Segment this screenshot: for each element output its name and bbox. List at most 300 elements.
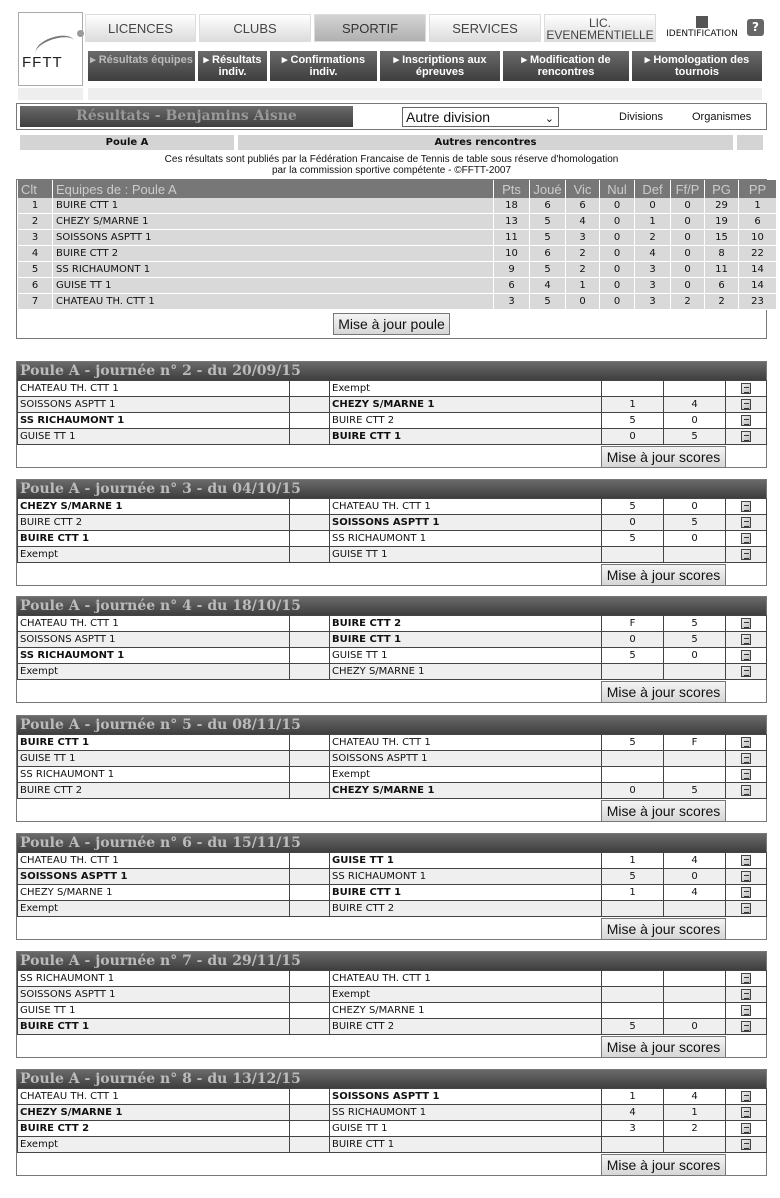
match-sheet-link[interactable] (726, 1019, 767, 1035)
standings-cell: 1 (566, 278, 599, 294)
away-score: 0 (664, 1019, 726, 1035)
away-score: 0 (664, 413, 726, 429)
divider-strip (18, 88, 83, 100)
standings-cell: 0 (600, 278, 634, 294)
away-score (664, 971, 726, 987)
match-row (18, 547, 767, 563)
away-team: SOISSONS ASPTT 1 (330, 1089, 602, 1105)
home-score: 5 (602, 531, 664, 547)
home-team: BUIRE CTT 2 (18, 515, 290, 531)
standings-cell: 3 (635, 262, 670, 278)
standings-cell: 2 (566, 246, 599, 262)
standings-cell: 10 (494, 246, 529, 262)
round-table (17, 852, 767, 917)
away-score (664, 901, 726, 917)
update-scores-button[interactable]: Mise à jour scores (601, 564, 726, 586)
match-row (18, 1089, 767, 1105)
match-row (18, 971, 767, 987)
match-sheet-link[interactable] (726, 413, 767, 429)
spacer-cell (290, 648, 330, 664)
away-score: 2 (664, 1121, 726, 1137)
match-row (18, 648, 767, 664)
away-team: SS RICHAUMONT 1 (330, 869, 602, 885)
update-scores-button[interactable]: Mise à jour scores (601, 800, 726, 822)
standings-table (17, 180, 777, 310)
spacer-cell (290, 664, 330, 680)
col-header: PG (705, 180, 738, 198)
home-score: 4 (602, 1105, 664, 1121)
subtab-label: Confirmations indiv. (290, 54, 366, 78)
spacer-cell (290, 735, 330, 751)
match-row (18, 853, 767, 869)
col-header: Clt (18, 180, 52, 198)
standings-cell: 4 (635, 246, 670, 262)
home-team: SOISSONS ASPTT 1 (18, 632, 290, 648)
page-title: Résultats - Benjamins Aisne (20, 106, 353, 127)
match-row (18, 767, 767, 783)
home-team: SS RICHAUMONT 1 (18, 767, 290, 783)
away-team: Exempt (330, 987, 602, 1003)
match-sheet-icon (741, 533, 751, 544)
away-score: 4 (664, 853, 726, 869)
match-row (18, 515, 767, 531)
away-team: SOISSONS ASPTT 1 (330, 515, 602, 531)
update-scores-button[interactable]: Mise à jour scores (601, 918, 726, 940)
round-footer (17, 1153, 766, 1175)
home-team: SS RICHAUMONT 1 (18, 648, 290, 664)
standings-cell: 0 (566, 294, 599, 310)
match-row (18, 429, 767, 445)
round-title: Poule A - journée n° 7 - du 29/11/15 (17, 952, 766, 970)
standings-cell: 0 (635, 198, 670, 214)
standings-cell: 4 (18, 246, 52, 262)
home-team: Exempt (18, 547, 290, 563)
standings-cell: 7 (18, 294, 52, 310)
standings-cell: 10 (739, 230, 776, 246)
user-icon (696, 16, 708, 28)
away-team: BUIRE CTT 1 (330, 429, 602, 445)
match-row (18, 1121, 767, 1137)
match-sheet-icon (741, 634, 751, 645)
standings-cell: 4 (566, 214, 599, 230)
spacer-cell (290, 381, 330, 397)
match-sheet-icon (741, 415, 751, 426)
round-title: Poule A - journée n° 2 - du 20/09/15 (17, 362, 766, 380)
subtab-resultats-equipes[interactable]: ▸ Résultats équipes (88, 51, 195, 81)
match-row (18, 664, 767, 680)
match-sheet-link[interactable] (726, 632, 767, 648)
home-score (602, 901, 664, 917)
division-select[interactable] (402, 107, 559, 127)
spacer-cell (290, 413, 330, 429)
standings-cell: 23 (739, 294, 776, 310)
standings-cell: 5 (530, 262, 565, 278)
tab-clubs[interactable]: CLUBS (199, 14, 311, 42)
match-sheet-icon (741, 973, 751, 984)
match-sheet-icon (741, 383, 751, 394)
match-sheet-link[interactable] (726, 767, 767, 783)
standings-cell: 2 (635, 230, 670, 246)
match-sheet-icon (741, 887, 751, 898)
home-score: F (602, 616, 664, 632)
standings-cell: 6 (18, 278, 52, 294)
match-sheet-link[interactable] (726, 499, 767, 515)
results-title-bar (16, 103, 767, 130)
subtab-resultats-indiv[interactable]: ▸ Résultats indiv. (198, 51, 267, 81)
standings-cell: 2 (671, 294, 704, 310)
round-table (17, 615, 767, 680)
away-team: BUIRE CTT 2 (330, 901, 602, 917)
home-team: BUIRE CTT 1 (18, 735, 290, 751)
standings-cell: 0 (600, 230, 634, 246)
logo-ball-icon (77, 30, 84, 37)
spacer-cell (290, 1003, 330, 1019)
organismes-link[interactable]: Organismes (692, 111, 752, 123)
home-score: 5 (602, 1019, 664, 1035)
match-sheet-link[interactable] (726, 531, 767, 547)
match-sheet-icon (741, 549, 751, 560)
match-row (18, 381, 767, 397)
col-header: Pts (494, 180, 529, 198)
round-footer (17, 445, 766, 467)
match-sheet-icon (741, 1123, 751, 1134)
home-team: GUISE TT 1 (18, 429, 290, 445)
standings-cell: 0 (671, 278, 704, 294)
home-score: 5 (602, 735, 664, 751)
round-footer (17, 680, 766, 702)
identification-link[interactable] (658, 14, 746, 42)
standings-cell: 3 (18, 230, 52, 246)
away-score (664, 767, 726, 783)
col-header: Joué (530, 180, 565, 198)
spacer-cell (290, 1105, 330, 1121)
update-poule-button[interactable]: Mise à jour poule (333, 313, 450, 335)
away-score: 0 (664, 531, 726, 547)
home-team: Exempt (18, 901, 290, 917)
match-sheet-link[interactable] (726, 429, 767, 445)
round-panel (16, 479, 767, 586)
standings-cell: 5 (530, 294, 565, 310)
standings-cell: 18 (494, 198, 529, 214)
round-title: Poule A - journée n° 3 - du 04/10/15 (17, 480, 766, 498)
home-score: 5 (602, 413, 664, 429)
home-team: Exempt (18, 664, 290, 680)
chevron-down-icon: ⌄ (544, 113, 554, 125)
col-header: Def (635, 180, 670, 198)
standings-cell: 0 (600, 214, 634, 230)
update-scores-button[interactable]: Mise à jour scores (601, 446, 726, 468)
standings-cell: 6 (566, 198, 599, 214)
team-name: BUIRE CTT 1 (53, 198, 493, 214)
home-score (602, 1137, 664, 1153)
away-team: CHATEAU TH. CTT 1 (330, 971, 602, 987)
homologation-notice (16, 154, 767, 176)
standings-cell: 6 (705, 278, 738, 294)
standings-cell: 3 (635, 294, 670, 310)
away-team: CHEZY S/MARNE 1 (330, 397, 602, 413)
spacer-cell (290, 853, 330, 869)
match-sheet-link[interactable] (726, 735, 767, 751)
home-team: CHATEAU TH. CTT 1 (18, 381, 290, 397)
standings-cell: 5 (18, 262, 52, 278)
away-team: SS RICHAUMONT 1 (330, 1105, 602, 1121)
team-name: CHEZY S/MARNE 1 (53, 214, 493, 230)
standings-cell: 0 (600, 198, 634, 214)
match-sheet-link[interactable] (726, 381, 767, 397)
home-team: BUIRE CTT 2 (18, 1121, 290, 1137)
standings-cell: 0 (671, 214, 704, 230)
tab-sportif[interactable]: SPORTIF (314, 14, 426, 42)
match-row (18, 413, 767, 429)
autres-rencontres-tab[interactable]: Autres rencontres (238, 135, 733, 150)
match-row (18, 1105, 767, 1121)
home-team: GUISE TT 1 (18, 751, 290, 767)
match-sheet-icon (741, 618, 751, 629)
standings-cell: 4 (530, 278, 565, 294)
round-panel (16, 715, 767, 822)
standings-cell: 8 (705, 246, 738, 262)
away-team: GUISE TT 1 (330, 1121, 602, 1137)
match-sheet-link[interactable] (726, 547, 767, 563)
home-team: Exempt (18, 1137, 290, 1153)
subtab-label: Inscriptions aux épreuves (402, 54, 487, 78)
team-name: GUISE TT 1 (53, 278, 493, 294)
round-panel (16, 1069, 767, 1176)
round-title: Poule A - journée n° 4 - du 18/10/15 (17, 597, 766, 615)
spacer-cell (290, 397, 330, 413)
match-sheet-link[interactable] (726, 1003, 767, 1019)
subtab-homologation-tournois[interactable]: ▸ Homologation des tournois (632, 51, 762, 81)
home-score: 5 (602, 648, 664, 664)
spacer-cell (290, 429, 330, 445)
standings-cell: 19 (705, 214, 738, 230)
home-score (602, 987, 664, 1003)
home-score: 0 (602, 429, 664, 445)
team-name: BUIRE CTT 2 (53, 246, 493, 262)
spacer-cell (290, 751, 330, 767)
home-score (602, 767, 664, 783)
subtab-inscriptions[interactable]: ▸ Inscriptions aux épreuves (380, 51, 500, 81)
match-sheet-link[interactable] (726, 971, 767, 987)
standings-cell: 1 (18, 198, 52, 214)
match-sheet-link[interactable] (726, 783, 767, 799)
away-score (664, 987, 726, 1003)
match-row (18, 783, 767, 799)
away-team: CHATEAU TH. CTT 1 (330, 735, 602, 751)
match-sheet-icon (741, 785, 751, 796)
away-score: 5 (664, 783, 726, 799)
home-team: CHATEAU TH. CTT 1 (18, 853, 290, 869)
standings-cell: 0 (671, 246, 704, 262)
match-sheet-link[interactable] (726, 751, 767, 767)
subtab-modification-rencontres[interactable]: ▸ Modification de rencontres (503, 51, 629, 81)
division-select-value: Autre division (406, 109, 491, 125)
standings-cell: 15 (705, 230, 738, 246)
standings-cell: 29 (705, 198, 738, 214)
standings-cell: 11 (705, 262, 738, 278)
away-team: BUIRE CTT 2 (330, 413, 602, 429)
away-team: BUIRE CTT 1 (330, 885, 602, 901)
round-table (17, 380, 767, 445)
match-sheet-link[interactable] (726, 853, 767, 869)
help-button[interactable]: ? (747, 19, 764, 36)
spacer-cell (290, 869, 330, 885)
round-title: Poule A - journée n° 8 - du 13/12/15 (17, 1070, 766, 1088)
spacer-cell (290, 901, 330, 917)
standings-cell: 14 (739, 278, 776, 294)
match-sheet-link[interactable] (726, 885, 767, 901)
update-scores-button[interactable]: Mise à jour scores (601, 681, 726, 703)
standings-cell: 0 (671, 262, 704, 278)
round-table (17, 734, 767, 799)
away-team: BUIRE CTT 2 (330, 1019, 602, 1035)
away-team: GUISE TT 1 (330, 853, 602, 869)
divider-strip (88, 88, 762, 100)
round-table (17, 970, 767, 1035)
away-score: F (664, 735, 726, 751)
fftt-logo[interactable] (18, 12, 83, 86)
tab-lic-evenementielle[interactable]: LIC. EVENEMENTIELLE (544, 14, 656, 42)
standings-header-row (18, 180, 776, 198)
update-scores-button[interactable]: Mise à jour scores (601, 1036, 726, 1058)
match-sheet-link[interactable] (726, 987, 767, 1003)
home-team: CHATEAU TH. CTT 1 (18, 616, 290, 632)
match-sheet-link[interactable] (726, 648, 767, 664)
standings-cell: 6 (739, 214, 776, 230)
standings-row (18, 246, 776, 262)
match-sheet-link[interactable] (726, 397, 767, 413)
round-title: Poule A - journée n° 6 - du 15/11/15 (17, 834, 766, 852)
home-team: BUIRE CTT 1 (18, 531, 290, 547)
standings-cell: 5 (530, 214, 565, 230)
standings-cell: 0 (600, 262, 634, 278)
match-sheet-icon (741, 517, 751, 528)
match-row (18, 531, 767, 547)
divisions-link[interactable]: Divisions (619, 111, 664, 123)
match-sheet-link[interactable] (726, 1089, 767, 1105)
away-team: Exempt (330, 767, 602, 783)
match-sheet-icon (741, 666, 751, 677)
match-sheet-icon (741, 737, 751, 748)
round-table (17, 498, 767, 563)
home-team: CHEZY S/MARNE 1 (18, 885, 290, 901)
round-footer (17, 563, 766, 585)
away-team: CHEZY S/MARNE 1 (330, 1003, 602, 1019)
home-score: 5 (602, 499, 664, 515)
home-team: CHEZY S/MARNE 1 (18, 499, 290, 515)
away-score: 5 (664, 515, 726, 531)
match-sheet-icon (741, 1091, 751, 1102)
col-header: Equipes de : Poule A (53, 180, 493, 198)
match-sheet-link[interactable] (726, 869, 767, 885)
subtab-label: Homologation des tournois (653, 54, 750, 78)
match-sheet-link[interactable] (726, 901, 767, 917)
col-header: Vic (566, 180, 599, 198)
logo-text: FFTT (22, 54, 63, 71)
subtab-label: Modification de rencontres (529, 54, 611, 78)
away-team: SOISSONS ASPTT 1 (330, 751, 602, 767)
spacer-cell (290, 1019, 330, 1035)
standings-cell: 5 (530, 230, 565, 246)
spacer-cell (290, 1089, 330, 1105)
match-sheet-link[interactable] (726, 616, 767, 632)
match-sheet-icon (741, 871, 751, 882)
match-row (18, 987, 767, 1003)
away-score (664, 1003, 726, 1019)
away-team: CHATEAU TH. CTT 1 (330, 499, 602, 515)
home-team: SOISSONS ASPTT 1 (18, 869, 290, 885)
away-team: GUISE TT 1 (330, 648, 602, 664)
standings-cell: 2 (18, 214, 52, 230)
standings-cell: 0 (671, 198, 704, 214)
spacer-cell (290, 632, 330, 648)
match-row (18, 869, 767, 885)
poule-bar-end (737, 135, 763, 150)
subtab-confirmations-indiv[interactable]: ▸ Confirmations indiv. (270, 51, 377, 81)
standings-cell: 9 (494, 262, 529, 278)
away-score: 4 (664, 885, 726, 901)
away-team: BUIRE CTT 1 (330, 632, 602, 648)
tab-services[interactable]: SERVICES (429, 14, 541, 42)
round-panel (16, 951, 767, 1058)
match-row (18, 1137, 767, 1153)
update-scores-button[interactable]: Mise à jour scores (601, 1154, 726, 1176)
spacer-cell (290, 767, 330, 783)
match-sheet-link[interactable] (726, 515, 767, 531)
home-score (602, 751, 664, 767)
spacer-cell (290, 971, 330, 987)
col-header: Ff/P (671, 180, 704, 198)
home-score (602, 971, 664, 987)
standings-row (18, 198, 776, 214)
match-sheet-link[interactable] (726, 1105, 767, 1121)
away-score: 0 (664, 869, 726, 885)
standings-cell: 3 (494, 294, 529, 310)
spacer-cell (290, 515, 330, 531)
away-score: 1 (664, 1105, 726, 1121)
standings-cell: 0 (600, 294, 634, 310)
poule-tab[interactable]: Poule A (20, 135, 234, 150)
home-score (602, 547, 664, 563)
round-footer (17, 799, 766, 821)
away-team: BUIRE CTT 2 (330, 616, 602, 632)
away-score: 0 (664, 648, 726, 664)
match-sheet-link[interactable] (726, 1121, 767, 1137)
round-table (17, 1088, 767, 1153)
match-sheet-icon (741, 753, 751, 764)
standings-cell: 22 (739, 246, 776, 262)
standings-row (18, 278, 776, 294)
match-row (18, 1003, 767, 1019)
subtab-label: Résultats indiv. (212, 54, 262, 78)
home-score: 0 (602, 632, 664, 648)
home-score: 5 (602, 869, 664, 885)
standings-cell: 6 (494, 278, 529, 294)
home-score: 0 (602, 783, 664, 799)
standings-cell: 6 (530, 246, 565, 262)
match-row (18, 1019, 767, 1035)
match-sheet-link[interactable] (726, 664, 767, 680)
spacer-cell (290, 547, 330, 563)
match-sheet-link[interactable] (726, 1137, 767, 1153)
identification-label: IDENTIFICATION (666, 29, 738, 39)
standings-cell: 1 (739, 198, 776, 214)
standings-row (18, 214, 776, 230)
home-team: SS RICHAUMONT 1 (18, 971, 290, 987)
standings-cell: 2 (705, 294, 738, 310)
spacer-cell (290, 885, 330, 901)
tab-licences[interactable]: LICENCES (85, 14, 196, 42)
